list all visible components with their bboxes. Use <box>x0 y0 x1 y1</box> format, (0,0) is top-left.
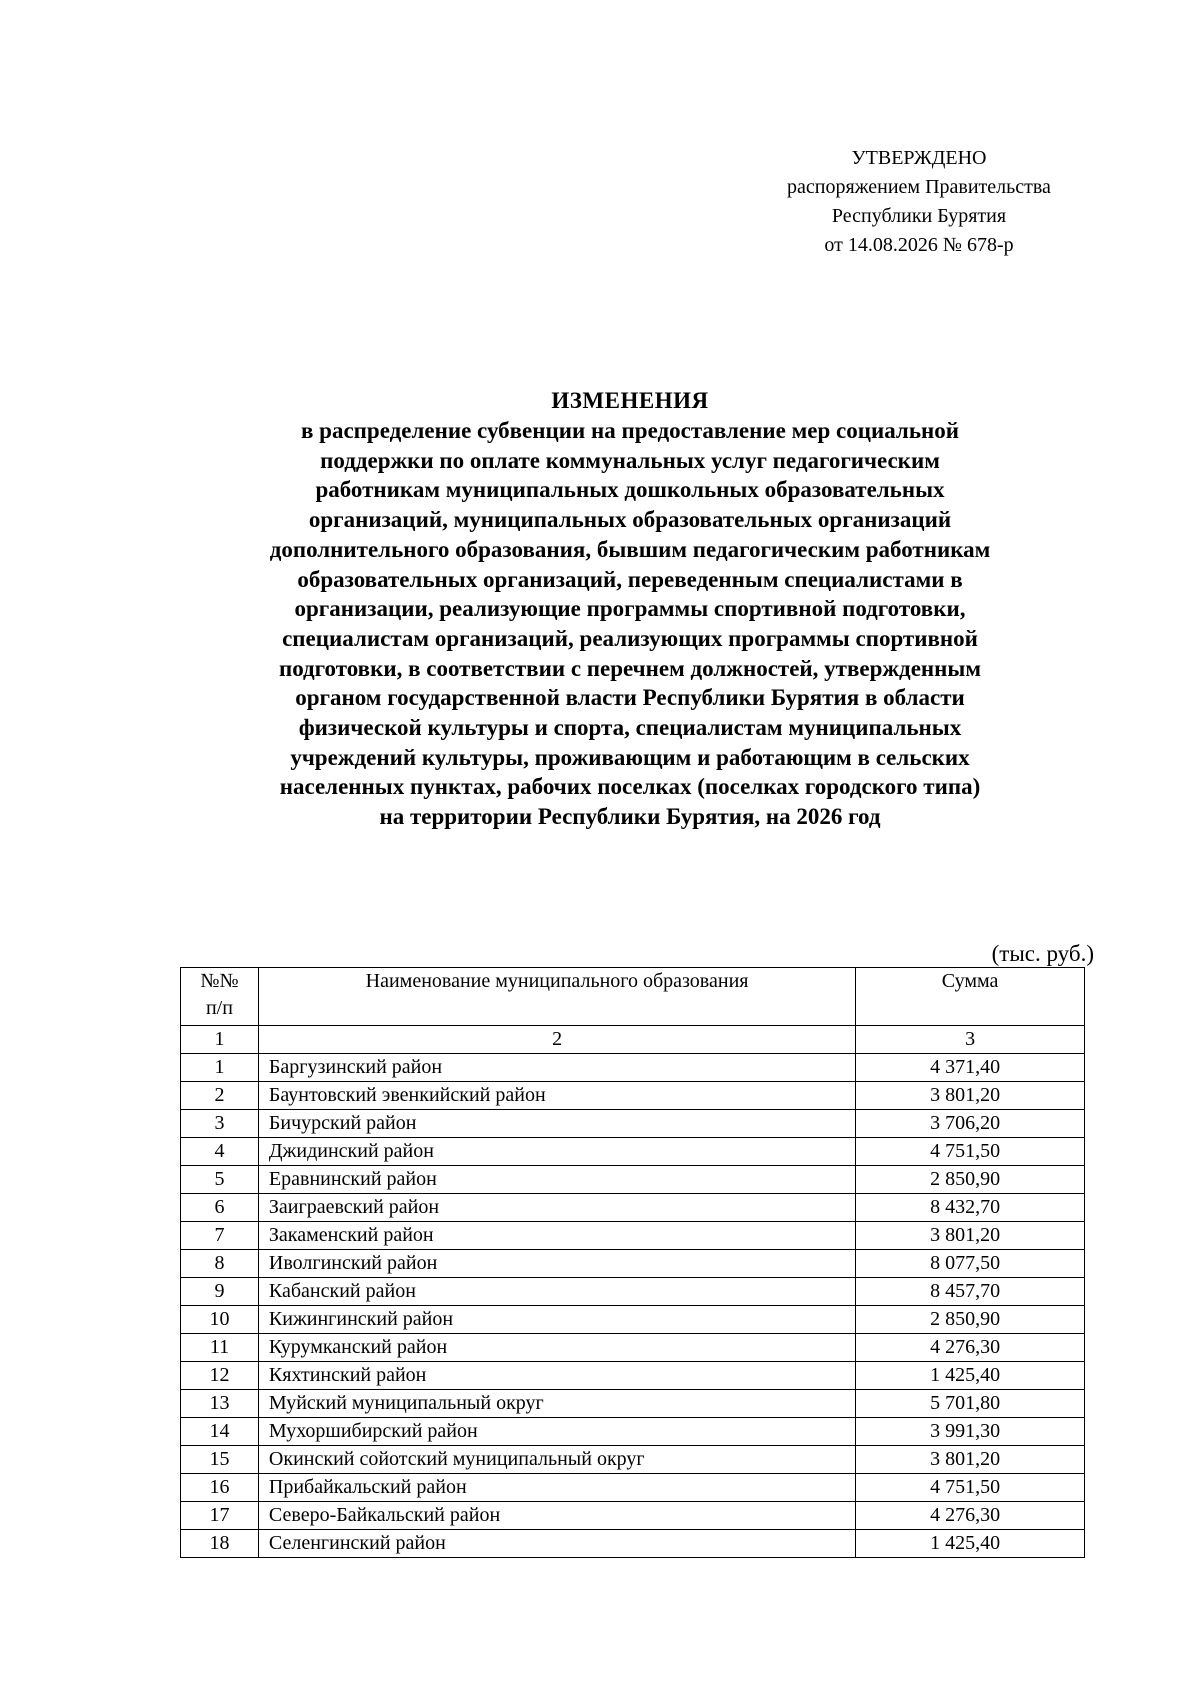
municipality-name: Кабанский район <box>258 1278 855 1306</box>
municipality-name: Мухоршибирский район <box>258 1418 855 1446</box>
municipality-name: Кяхтинский район <box>258 1362 855 1390</box>
table-row <box>181 1502 1085 1530</box>
municipality-name: Кижингинский район <box>258 1306 855 1334</box>
subtitle-line: на территории Республики Бурятия, на 2026 год <box>379 804 881 830</box>
units-label: (тыс. руб.) <box>991 941 1094 966</box>
municipality-name: Еравнинский район <box>258 1166 855 1194</box>
document-title: ИЗМЕНЕНИЯ <box>551 388 709 413</box>
municipality-name: Прибайкальский район <box>258 1474 855 1502</box>
row-number: 4 <box>181 1138 259 1166</box>
row-number: 10 <box>181 1306 259 1334</box>
subtitle-line: подготовки, в соответствии с перечнем должностей, утвержденным <box>278 655 982 681</box>
row-number: 18 <box>181 1530 259 1558</box>
table-body <box>181 1054 1085 1558</box>
subtitle-line: населенных пунктах, рабочих поселках (поселках городского типа) <box>279 774 981 800</box>
table-row <box>181 1138 1085 1166</box>
municipality-name: Закаменский район <box>258 1222 855 1250</box>
amount-value: 3 706,20 <box>856 1110 1085 1138</box>
table-row <box>181 1250 1085 1278</box>
column-index-row <box>181 1026 1085 1054</box>
document-subtitle <box>150 416 1110 832</box>
table-row <box>181 1194 1085 1222</box>
table-row <box>181 1082 1085 1110</box>
amount-value: 5 701,80 <box>856 1390 1085 1418</box>
table-header-row <box>181 968 1085 1026</box>
approval-authority: распоряжением Правительства <box>787 176 1051 198</box>
municipality-name: Муйский муниципальный округ <box>258 1390 855 1418</box>
distribution-table <box>180 967 1085 1558</box>
amount-value: 8 432,70 <box>856 1194 1085 1222</box>
subtitle-line: работникам муниципальных дошкольных образовательных <box>315 477 945 503</box>
document-heading <box>150 386 1110 832</box>
amount-value: 2 850,90 <box>856 1306 1085 1334</box>
approval-date-number: от 14.08.2026 № 678-р <box>824 234 1014 256</box>
subtitle-line: образовательных организаций, переведенным специалистами в <box>297 566 963 592</box>
table-row <box>181 1390 1085 1418</box>
amount-value: 4 751,50 <box>856 1474 1085 1502</box>
subtitle-line: физической культуры и спорта, специалистам муниципальных <box>298 715 962 741</box>
table-row <box>181 1278 1085 1306</box>
amount-value: 3 801,20 <box>856 1222 1085 1250</box>
table-row <box>181 1474 1085 1502</box>
approval-status: УТВЕРЖДЕНО <box>851 147 987 169</box>
header-amount: Сумма <box>856 968 1085 1026</box>
row-number: 2 <box>181 1082 259 1110</box>
row-number: 8 <box>181 1250 259 1278</box>
row-number: 16 <box>181 1474 259 1502</box>
table-row <box>181 1334 1085 1362</box>
table-row <box>181 1418 1085 1446</box>
column-index: 3 <box>856 1026 1085 1054</box>
row-number: 13 <box>181 1390 259 1418</box>
table-row <box>181 1446 1085 1474</box>
table-row <box>181 1222 1085 1250</box>
amount-value: 8 077,50 <box>856 1250 1085 1278</box>
subtitle-line: поддержки по оплате коммунальных услуг педагогическим <box>320 447 940 473</box>
row-number: 5 <box>181 1166 259 1194</box>
header-municipality-name: Наименование муниципального образования <box>258 968 855 1026</box>
table-row <box>181 1530 1085 1558</box>
header-number: №№ п/п <box>181 968 259 1026</box>
table-row <box>181 1054 1085 1082</box>
municipality-name: Северо-Байкальский район <box>258 1502 855 1530</box>
amount-value: 4 371,40 <box>856 1054 1085 1082</box>
subtitle-line: специалистам организаций, реализующих программы спортивной <box>282 625 978 651</box>
table-row <box>181 1306 1085 1334</box>
table-row <box>181 1166 1085 1194</box>
row-number: 9 <box>181 1278 259 1306</box>
row-number: 11 <box>181 1334 259 1362</box>
municipality-name: Бичурский район <box>258 1110 855 1138</box>
approval-region: Республики Бурятия <box>831 205 1007 227</box>
table-row <box>181 1110 1085 1138</box>
subtitle-line: организации, реализующие программы спортивной подготовки, <box>294 596 966 622</box>
amount-value: 8 457,70 <box>856 1278 1085 1306</box>
municipality-name: Баргузинский район <box>258 1054 855 1082</box>
municipality-name: Джидинский район <box>258 1138 855 1166</box>
row-number: 12 <box>181 1362 259 1390</box>
row-number: 3 <box>181 1110 259 1138</box>
column-index: 1 <box>181 1026 259 1054</box>
amount-value: 2 850,90 <box>856 1166 1085 1194</box>
municipality-name: Курумканский район <box>258 1334 855 1362</box>
row-number: 1 <box>181 1054 259 1082</box>
amount-value: 1 425,40 <box>856 1362 1085 1390</box>
amount-value: 3 801,20 <box>856 1446 1085 1474</box>
amount-value: 4 276,30 <box>856 1502 1085 1530</box>
amount-value: 3 991,30 <box>856 1418 1085 1446</box>
amount-value: 3 801,20 <box>856 1082 1085 1110</box>
row-number: 17 <box>181 1502 259 1530</box>
row-number: 15 <box>181 1446 259 1474</box>
approval-stamp <box>754 144 1084 260</box>
amount-value: 1 425,40 <box>856 1530 1085 1558</box>
subtitle-line: органом государственной власти Республики Бурятия в области <box>295 685 965 711</box>
municipality-name: Селенгинский район <box>258 1530 855 1558</box>
row-number: 7 <box>181 1222 259 1250</box>
subtitle-line: в распределение субвенции на предоставление мер социальной <box>301 418 959 443</box>
amount-value: 4 751,50 <box>856 1138 1085 1166</box>
column-index: 2 <box>258 1026 855 1054</box>
municipality-name: Иволгинский район <box>258 1250 855 1278</box>
table-row <box>181 1362 1085 1390</box>
subtitle-line: организаций, муниципальных образовательных организаций <box>308 507 952 533</box>
row-number: 14 <box>181 1418 259 1446</box>
row-number: 6 <box>181 1194 259 1222</box>
subtitle-line: дополнительного образования, бывшим педагогическим работникам <box>269 536 991 562</box>
municipality-name: Заиграевский район <box>258 1194 855 1222</box>
amount-value: 4 276,30 <box>856 1334 1085 1362</box>
subtitle-line: учреждений культуры, проживающим и работающим в сельских <box>290 744 970 770</box>
municipality-name: Баунтовский эвенкийский район <box>258 1082 855 1110</box>
municipality-name: Окинский сойотский муниципальный округ <box>258 1446 855 1474</box>
